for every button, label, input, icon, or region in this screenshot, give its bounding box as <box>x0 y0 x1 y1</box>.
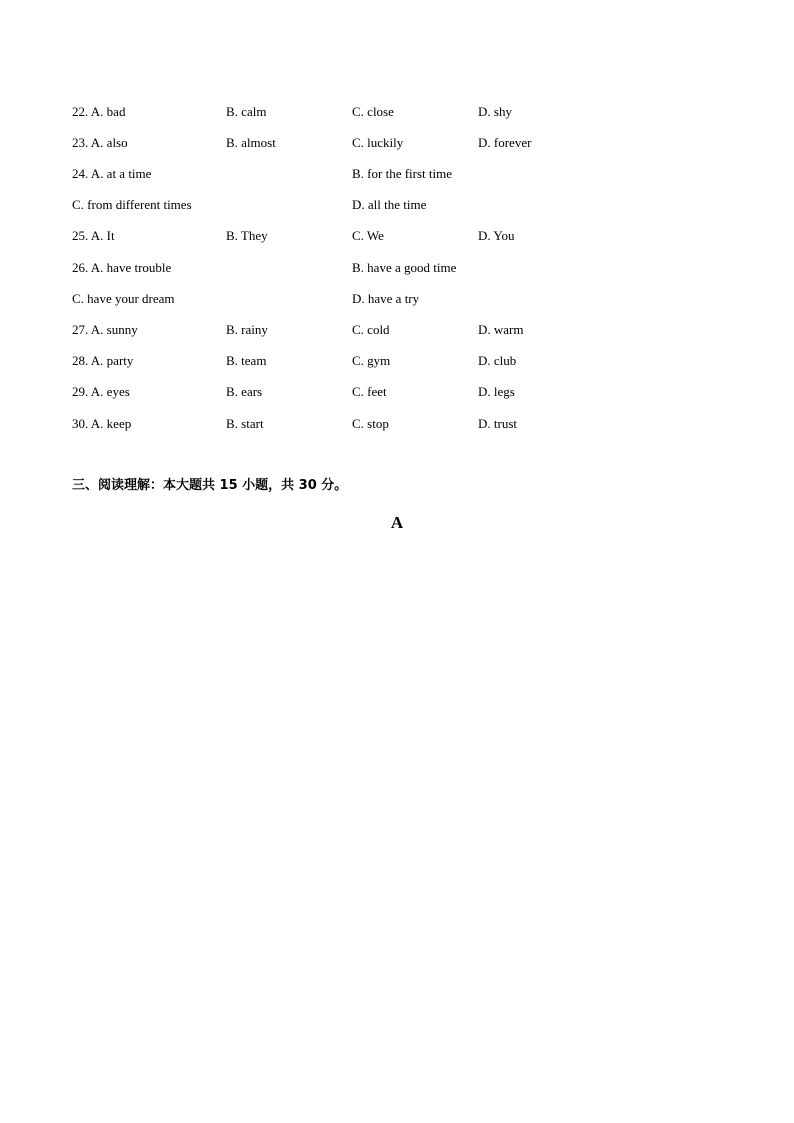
option-24-b: B. for the first time <box>352 166 453 181</box>
option-22-b: B. calm <box>226 104 267 119</box>
option-27-a: 27. A. sunny <box>72 322 138 337</box>
option-24-d: D. all the time <box>352 197 427 212</box>
option-26-c: C. have your dream <box>72 291 175 306</box>
option-24-c: C. from different times <box>72 197 192 212</box>
option-22-d: D. shy <box>478 104 512 119</box>
option-30-c: C. stop <box>352 416 389 431</box>
option-29-c: C. feet <box>352 384 387 399</box>
option-28-d: D. club <box>478 353 517 368</box>
option-25-a: 25. A. It <box>72 228 115 243</box>
option-27-c: C. cold <box>352 322 390 337</box>
option-24-a: 24. A. at a time <box>72 166 152 181</box>
option-25-b: B. They <box>226 228 268 243</box>
option-23-b: B. almost <box>226 135 276 150</box>
option-30-b: B. start <box>226 416 264 431</box>
option-23-d: D. forever <box>478 135 532 150</box>
option-29-d: D. legs <box>478 384 515 399</box>
option-26-b: B. have a good time <box>352 260 457 275</box>
option-25-d: D. You <box>478 228 515 243</box>
passage-title: A <box>390 513 404 532</box>
option-28-c: C. gym <box>352 353 391 368</box>
option-26-d: D. have a try <box>352 291 420 306</box>
option-22-c: C. close <box>352 104 394 119</box>
option-27-b: B. rainy <box>226 322 268 337</box>
option-28-b: B. team <box>226 353 267 368</box>
option-30-a: 30. A. keep <box>72 416 132 431</box>
option-29-a: 29. A. eyes <box>72 384 130 399</box>
option-30-d: D. trust <box>478 416 517 431</box>
option-23-c: C. luckily <box>352 135 404 150</box>
section-heading: 三、阅读理解：本大题共 15 小题，共 30 分。 <box>72 478 348 493</box>
option-22-a: 22. A. bad <box>72 104 126 119</box>
option-27-d: D. warm <box>478 322 524 337</box>
option-28-a: 28. A. party <box>72 353 134 368</box>
option-26-a: 26. A. have trouble <box>72 260 172 275</box>
option-23-a: 23. A. also <box>72 135 128 150</box>
option-25-c: C. We <box>352 228 384 243</box>
option-29-b: B. ears <box>226 384 263 399</box>
